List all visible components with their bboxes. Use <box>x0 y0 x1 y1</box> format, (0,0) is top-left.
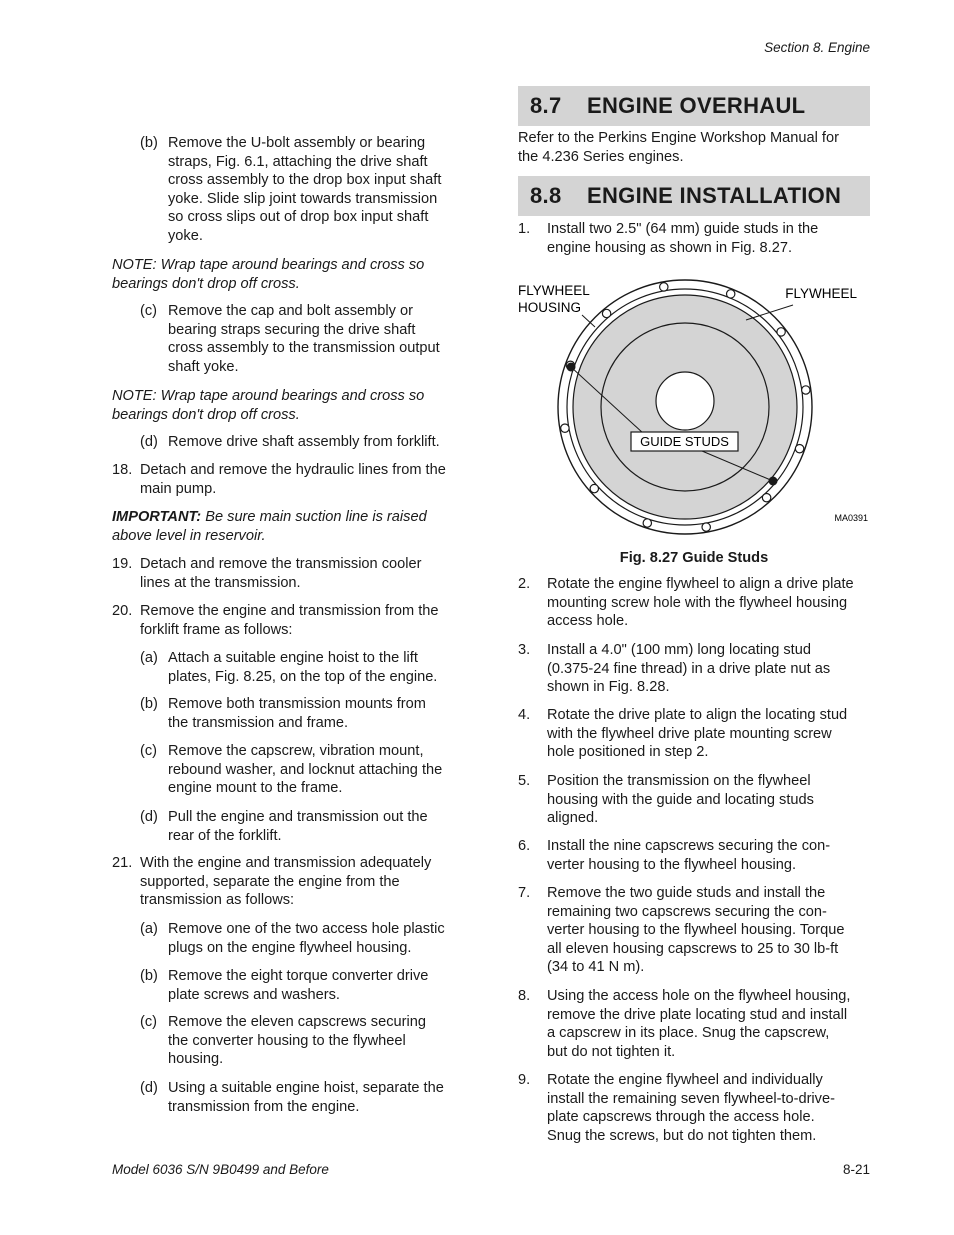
text-line: so cross slips out of drop box input shaft <box>168 209 429 226</box>
text-line: transmission as follows: <box>140 892 295 909</box>
step-text <box>140 602 439 639</box>
text-line: mounting screw hole with the flywheel housing <box>547 594 848 611</box>
bolt-hole <box>561 424 569 432</box>
text-line: aligned. <box>547 810 599 827</box>
step-label: 20. <box>112 603 133 619</box>
text-line: Position the transmission on the flywheel <box>547 773 811 789</box>
bolt-hole <box>727 290 735 298</box>
step-label: 9. <box>518 1072 531 1088</box>
step-text <box>547 575 854 631</box>
text-line: rear of the forklift. <box>168 827 282 844</box>
step-label: 2. <box>518 576 531 592</box>
section-title: ENGINE OVERHAUL <box>587 93 806 118</box>
text-line: bearings don't drop off cross. <box>112 406 300 423</box>
text-line: access hole. <box>547 613 629 630</box>
step-text <box>547 706 847 762</box>
step-label: (b) <box>140 696 158 712</box>
text-line: Remove the eight torque converter drive <box>168 968 429 984</box>
step-label: (c) <box>140 1014 158 1030</box>
step-text <box>168 649 437 686</box>
step-label: (a) <box>140 921 158 937</box>
text-line: verter housing to the flywheel housing. Torque <box>547 922 845 939</box>
step-text <box>168 920 445 957</box>
text-line: plate screws and washers. <box>168 986 340 1003</box>
text-line: transmission from the engine. <box>168 1098 360 1115</box>
step-text <box>547 884 844 977</box>
text-line: housing with the guide and locating studs <box>547 791 814 808</box>
text-line: yoke. <box>168 227 203 244</box>
bolt-hole <box>660 283 668 291</box>
step-label: (b) <box>140 135 158 151</box>
text-line: Remove the two guide studs and install the <box>547 885 826 901</box>
section-8-7-heading <box>518 86 870 126</box>
figure-code: MA0391 <box>834 513 868 523</box>
text-line: Snug the screws, but do not tighten them. <box>547 1127 817 1144</box>
step-label: (d) <box>140 434 158 450</box>
step-label: 3. <box>518 642 531 658</box>
text-line: Using a suitable engine hoist, separate the <box>168 1080 444 1096</box>
step-text <box>547 1071 835 1145</box>
step-label: (c) <box>140 303 158 319</box>
step-text <box>140 854 431 910</box>
section-title: ENGINE INSTALLATION <box>587 183 842 208</box>
text-line: with the flywheel drive plate mounting screw <box>547 725 832 742</box>
guide-studs-label: GUIDE STUDS <box>640 434 729 449</box>
step-label: 21. <box>112 855 133 871</box>
step-text <box>168 1013 426 1069</box>
text-line: shaft yoke. <box>168 358 239 375</box>
step-label: (b) <box>140 968 158 984</box>
text-line: cross assembly to the transmission output <box>168 340 440 357</box>
text-line: the transmission and frame. <box>168 714 349 731</box>
bolt-hole <box>702 523 710 531</box>
text-line: Install two 2.5" (64 mm) guide studs in the <box>547 221 819 237</box>
step-text <box>168 433 440 452</box>
step-text <box>140 461 446 498</box>
step-label: 5. <box>518 773 531 789</box>
step-label: 19. <box>112 556 133 572</box>
text-line: plugs on the engine flywheel housing. <box>168 939 412 956</box>
step-text <box>168 808 428 845</box>
section-8-8-heading <box>518 176 870 216</box>
text-line: remaining two capscrews securing the con- <box>547 903 827 920</box>
text-line: all eleven housing capscrews to 25 to 30 lb-ft <box>547 940 839 957</box>
text-line: Detach and remove the hydraulic lines from the <box>140 462 446 478</box>
step-label: (c) <box>140 743 158 759</box>
text-line: engine housing as shown in Fig. 8.27. <box>547 239 793 256</box>
text-line: Rotate the engine flywheel to align a drive plate <box>547 576 854 592</box>
text-line: plates, Fig. 8.25, on the top of the engine. <box>168 668 438 685</box>
page-number: 8-21 <box>842 1162 870 1177</box>
text-line: yoke. Slide slip joint towards transmission <box>168 190 438 207</box>
text-line: lines at the transmission. <box>140 574 301 591</box>
important-text-1: Be sure main suction line is raised <box>201 509 427 525</box>
text-line: remove the drive plate locating stud and install <box>547 1006 848 1023</box>
text-line: main pump. <box>140 480 217 497</box>
step-text <box>547 837 830 874</box>
section-8-7-text <box>518 129 873 166</box>
step-text <box>547 220 818 257</box>
flywheel-housing-label-2: HOUSING <box>518 300 582 315</box>
text-line: Remove both transmission mounts from <box>168 696 426 712</box>
step-label: (a) <box>140 650 158 666</box>
text-line: NOTE: Wrap tape around bearings and cross so <box>112 388 425 404</box>
important-text-2: above level in reservoir. <box>112 527 266 544</box>
text-line: Detach and remove the transmission cooler <box>140 556 422 572</box>
step-label: 1. <box>518 221 531 237</box>
bolt-hole <box>602 309 610 317</box>
note-tape-1 <box>112 256 462 293</box>
text-line: Using the access hole on the flywheel housing, <box>547 988 851 1004</box>
text-line: Refer to the Perkins Engine Workshop Manual for <box>518 130 839 146</box>
text-line: Rotate the drive plate to align the locating stud <box>547 707 848 723</box>
bolt-hole <box>795 445 803 453</box>
step-text <box>168 967 428 1004</box>
step-text <box>168 742 442 798</box>
bolt-hole <box>802 386 810 394</box>
text-line: but do not tighten it. <box>547 1043 676 1060</box>
step-text <box>168 134 441 246</box>
flywheel-label: FLYWHEEL <box>785 286 857 301</box>
step-label: 8. <box>518 988 531 1004</box>
text-line: plate capscrews through the access hole. <box>547 1109 815 1126</box>
section-number: 8.7 <box>530 93 562 118</box>
text-line: Install a 4.0" (100 mm) long locating stud <box>547 642 811 658</box>
step-text <box>168 302 440 376</box>
step-label: (d) <box>140 1080 158 1096</box>
bolt-hole <box>777 328 785 336</box>
bolt-hole <box>590 484 598 492</box>
text-line: the 4.236 Series engines. <box>518 148 684 165</box>
text-line: (0.375-24 fine thread) in a drive plate nut as <box>547 660 831 677</box>
flywheel-housing-label-1: FLYWHEEL <box>518 283 590 298</box>
note-tape-2 <box>112 387 462 424</box>
step-text <box>140 555 421 592</box>
text-line: Remove the cap and bolt assembly or <box>168 303 413 319</box>
text-line: rebound washer, and locknut attaching the <box>168 761 443 778</box>
text-line: NOTE: Wrap tape around bearings and cross so <box>112 257 425 273</box>
text-line: engine mount to the frame. <box>168 780 343 797</box>
text-line: the converter housing to the flywheel <box>168 1032 406 1049</box>
step-text <box>168 695 426 732</box>
step-label: 6. <box>518 838 531 854</box>
text-line: Attach a suitable engine hoist to the lift <box>168 650 418 666</box>
text-line: Install the nine capscrews securing the con- <box>547 838 831 854</box>
step-text <box>168 1079 444 1116</box>
guide-studs-figure <box>518 270 870 540</box>
important-prefix: IMPORTANT: <box>112 509 202 525</box>
step-label: (d) <box>140 809 158 825</box>
text-line: Remove the eleven capscrews securing <box>168 1014 426 1030</box>
step-label: 4. <box>518 707 531 723</box>
text-line: hole positioned in step 2. <box>547 744 709 761</box>
text-line: Remove the U-bolt assembly or bearing <box>168 135 426 151</box>
text-line: Remove the capscrew, vibration mount, <box>168 743 424 759</box>
text-line: shown in Fig. 8.28. <box>547 679 670 696</box>
text-line: a capscrew in its place. Snug the capscrew, <box>547 1025 830 1042</box>
text-line: Remove drive shaft assembly from forklift. <box>168 434 440 450</box>
text-line: With the engine and transmission adequately <box>140 855 432 871</box>
text-line: Pull the engine and transmission out the <box>168 809 428 825</box>
text-line: Remove one of the two access hole plastic <box>168 921 445 937</box>
text-line: verter housing to the flywheel housing. <box>547 856 797 873</box>
step-label: 7. <box>518 885 531 901</box>
text-line: bearings don't drop off cross. <box>112 275 300 292</box>
text-line: housing. <box>168 1051 224 1068</box>
footer-model: Model 6036 S/N 9B0499 and Before <box>112 1162 329 1177</box>
text-line: Rotate the engine flywheel and individually <box>547 1072 823 1088</box>
step-text <box>547 987 850 1061</box>
bolt-hole <box>643 519 651 527</box>
bolt-hole <box>762 494 770 502</box>
text-line: cross assembly to the drop box input shaft <box>168 172 442 189</box>
section-number: 8.8 <box>530 183 562 208</box>
step-text <box>547 772 814 828</box>
step-text <box>547 641 830 697</box>
text-line: Remove the engine and transmission from the <box>140 603 439 619</box>
important-note <box>112 508 462 545</box>
step-label: 18. <box>112 462 133 478</box>
text-line: forklift frame as follows: <box>140 621 293 638</box>
text-line: install the remaining seven flywheel-to-drive- <box>547 1090 835 1107</box>
text-line: bearing straps securing the drive shaft <box>168 321 416 338</box>
text-line: (34 to 41 N m). <box>547 959 645 976</box>
section-header: Section 8. Engine <box>764 40 870 55</box>
figure-caption: Fig. 8.27 Guide Studs <box>619 550 769 566</box>
flywheel-center-hole <box>656 372 714 430</box>
text-line: straps, Fig. 6.1, attaching the drive shaft <box>168 153 428 170</box>
text-line: supported, separate the engine from the <box>140 873 400 890</box>
